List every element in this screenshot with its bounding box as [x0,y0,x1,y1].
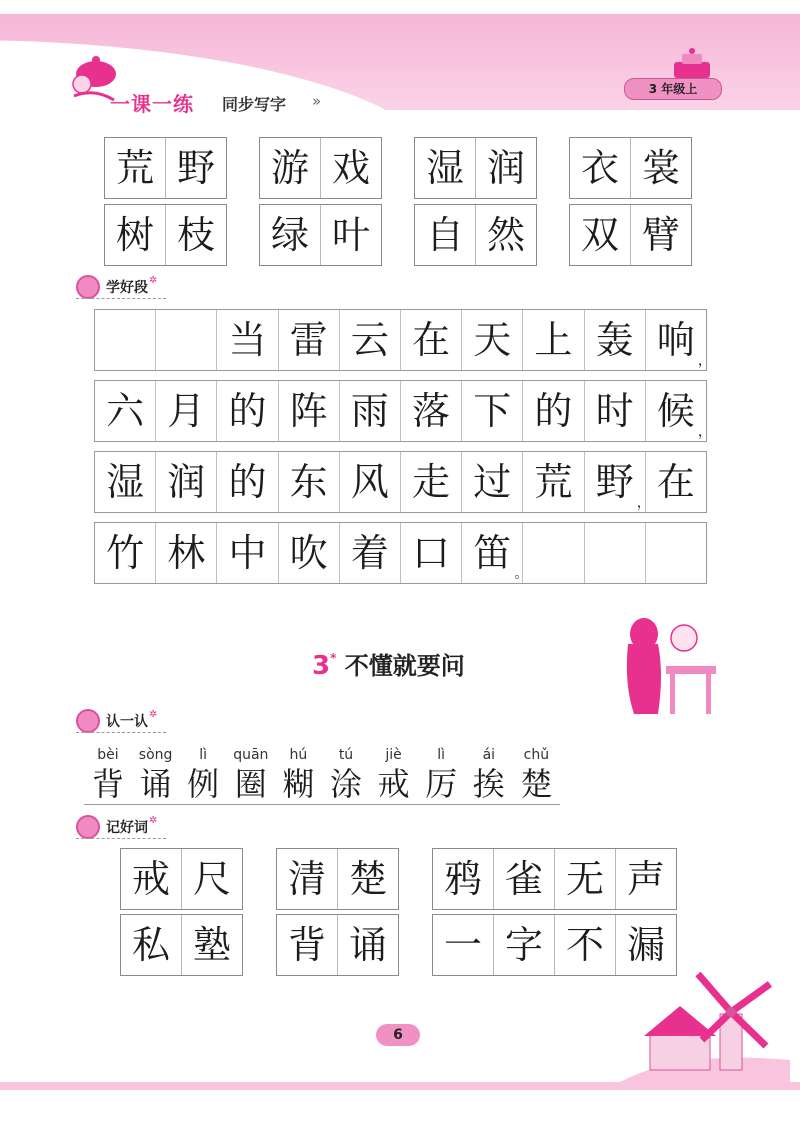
hanzi-text: 圈 [234,765,267,803]
paragraph-cell [217,523,278,583]
paragraph-cell [156,452,217,512]
bell-icon [76,815,100,839]
char-cell: 叶 [331,213,370,257]
paragraph-cell [340,310,401,370]
char-cell: 塾 [192,923,231,967]
char-cell: 裳 [641,146,680,190]
grade-badge: 3 年级上 [624,78,722,100]
pinyin-char-item [512,746,560,804]
word-box [104,204,227,266]
paragraph-cell [95,310,156,370]
paragraph-char: 竹 [106,531,145,575]
paragraph-char: 轰 [595,318,634,362]
pinyin-text: chǔ [523,747,550,763]
paragraph-cell [585,381,646,441]
paragraph-char: 当 [228,318,267,362]
paragraph-char: 的 [228,389,267,433]
paragraph-cell [585,523,646,583]
lesson-number: 3 [312,651,331,681]
word-box [259,204,382,266]
lesson-title [312,646,465,681]
paragraph-row [94,380,712,442]
hanzi-text: 糊 [282,765,315,803]
paragraph-row [94,451,707,513]
paragraph-row [94,309,712,371]
char-cell: 字 [494,915,555,975]
paragraph-row [94,522,707,584]
paragraph-char: 在 [656,460,695,504]
word-box [276,848,399,910]
paragraph-cell [646,310,712,370]
paragraph-cell [401,310,462,370]
char-cell: 私 [121,915,182,975]
paragraph-cell [279,310,340,370]
paragraph-char: 笛 [473,531,512,575]
char-cell: 双 [570,205,631,265]
section-tag-words [76,814,157,840]
char-cell: 无 [555,849,616,909]
paragraph-cell [646,381,712,441]
lesson-title-text: 不懂就要问 [344,652,465,680]
paragraph-cell [156,523,217,583]
char-cell: 戏 [331,146,370,190]
star-icon: ✲ [149,814,158,826]
paragraph-char: 中 [228,531,267,575]
paragraph-char: 林 [167,531,206,575]
char-cell: 诵 [348,923,387,967]
paragraph-cell [646,523,706,583]
paragraph-char: 着 [350,531,389,575]
char-cell: 枝 [176,213,215,257]
paragraph-cell [523,381,584,441]
char-cell: 尺 [192,857,231,901]
paragraph-cell [95,381,156,441]
char-cell: 楚 [348,857,387,901]
paragraph-char: 湿 [106,460,145,504]
paragraph-cell [279,452,340,512]
paragraph-char: 口 [412,531,451,575]
paragraph-cell [585,310,646,370]
lesson-star: * [330,651,337,665]
char-cell: 清 [277,849,338,909]
tag-underline [76,732,166,733]
hanzi-text: 厉 [425,765,458,803]
paragraph-char: 风 [350,460,389,504]
word-box [259,137,382,199]
star-icon: ✲ [149,274,158,286]
paragraph-cell [95,523,156,583]
section-tag-paragraph [76,274,157,300]
hanzi-text: 背 [91,765,124,803]
paragraph-cell [523,452,584,512]
pinyin-char-item [84,746,132,804]
char-cell: 衣 [570,138,631,198]
word-box [432,848,677,910]
paragraph-cell [340,452,401,512]
paragraph-cell [401,452,462,512]
pinyin-text: hú [289,747,308,763]
paragraph-char: 雨 [350,389,389,433]
paragraph-cell [523,523,584,583]
pinyin-char-item [227,746,275,804]
char-cell: 一 [433,915,494,975]
paragraph-char: 落 [412,389,451,433]
hanzi-text: 涂 [329,765,362,803]
paragraph-char: 吹 [289,531,328,575]
hanzi-text: 楚 [520,765,553,803]
section-label: 学好段 [106,280,148,296]
paragraph-cell [340,523,401,583]
pinyin-char-item [274,746,322,804]
bag-icon [76,709,100,733]
pinyin-text: lì [437,747,446,763]
pinyin-text: sòng [138,747,173,763]
paragraph-cell [646,452,706,512]
paragraph-cell [462,381,523,441]
paragraph-char: 润 [167,460,206,504]
word-box [414,204,537,266]
paragraph-cell [401,523,462,583]
brand-title: 一课一练 [110,92,194,116]
teacher-student-illustration [614,614,724,718]
paragraph-char: 野 [595,460,634,504]
paragraph-cell [401,381,462,441]
paragraph-char: 雷 [289,318,328,362]
word-box [120,914,243,976]
paragraph-char: 候 [656,389,695,433]
pinyin-text: ái [482,747,496,763]
paragraph-cell [279,381,340,441]
char-cell: 荒 [105,138,166,198]
paragraph-char: 下 [473,389,512,433]
paragraph-cell [279,523,340,583]
punctuation-mark: 。 [514,566,529,582]
section-tag-recognize [76,708,157,734]
paragraph-cell [95,452,156,512]
word-box [569,204,692,266]
word-box [569,137,692,199]
paragraph-char: 六 [106,389,145,433]
paragraph-cell [217,310,278,370]
cake-icon [668,46,716,82]
paragraph-cell [585,452,651,512]
char-cell: 绿 [260,205,321,265]
paragraph-char: 云 [350,318,389,362]
char-cell: 漏 [626,923,665,967]
pinyin-char-item [179,746,227,804]
word-box [414,137,537,199]
paragraph-char: 走 [412,460,451,504]
paragraph-cell [156,381,217,441]
paragraph-cell [217,381,278,441]
paragraph-char: 时 [595,389,634,433]
paragraph-char: 月 [167,389,206,433]
footer-band [0,1082,800,1090]
pinyin-text: jiè [385,747,402,763]
paragraph-char: 的 [534,389,573,433]
paragraph-char: 东 [289,460,328,504]
paragraph-char: 的 [228,460,267,504]
paragraph-cell [340,381,401,441]
punctuation-mark: ， [697,353,712,369]
char-cell: 润 [486,146,525,190]
tag-underline [76,838,166,839]
star-icon: ✲ [149,708,158,720]
paragraph-char: 荒 [534,460,573,504]
paragraph-char: 过 [473,460,512,504]
pinyin-underline [84,804,560,805]
char-cell: 自 [415,205,476,265]
hanzi-text: 挨 [472,765,505,803]
word-box [276,914,399,976]
char-cell: 野 [176,146,215,190]
pinyin-char-item [322,746,370,804]
paragraph-cell [523,310,584,370]
char-cell: 声 [626,857,665,901]
pinyin-text: tú [338,747,354,763]
word-box [104,137,227,199]
paragraph-char: 阵 [289,389,328,433]
pinyin-row [84,746,564,806]
punctuation-mark: ， [697,424,712,440]
pinyin-char-item [370,746,418,804]
paragraph-cell [156,310,217,370]
hanzi-text: 例 [187,765,220,803]
char-cell: 雀 [494,849,555,909]
page-number: 6 [376,1024,420,1046]
pinyin-char-item [465,746,513,804]
word-box [120,848,243,910]
section-label: 认一认 [106,714,148,730]
hanzi-text: 诵 [139,765,172,803]
pinyin-text: bèi [97,747,119,763]
hanzi-text: 戒 [377,765,410,803]
char-cell: 背 [277,915,338,975]
pinyin-char-item [132,746,180,804]
brand-subtitle: 同步写字 [222,95,287,114]
char-cell: 戒 [121,849,182,909]
punctuation-mark: ， [636,495,651,511]
char-cell: 湿 [415,138,476,198]
char-cell: 游 [260,138,321,198]
brand-arrow: » [312,92,319,110]
char-cell: 树 [105,205,166,265]
pinyin-char-item [417,746,465,804]
char-cell: 臂 [641,213,680,257]
paragraph-cell [217,452,278,512]
pinyin-text: quān [233,747,269,763]
clock-icon [76,275,100,299]
paragraph-char: 响 [656,318,695,362]
paragraph-char: 上 [534,318,573,362]
char-cell: 不 [555,915,616,975]
pinyin-text: lì [199,747,208,763]
char-cell: 鸦 [433,849,494,909]
paragraph-char: 天 [473,318,512,362]
windmill-house-illustration [620,960,790,1082]
paragraph-cell [462,452,523,512]
section-label: 记好词 [106,820,148,836]
paragraph-char: 在 [412,318,451,362]
paragraph-cell [462,523,529,583]
char-cell: 然 [486,213,525,257]
paragraph-cell [462,310,523,370]
tag-underline [76,298,166,299]
